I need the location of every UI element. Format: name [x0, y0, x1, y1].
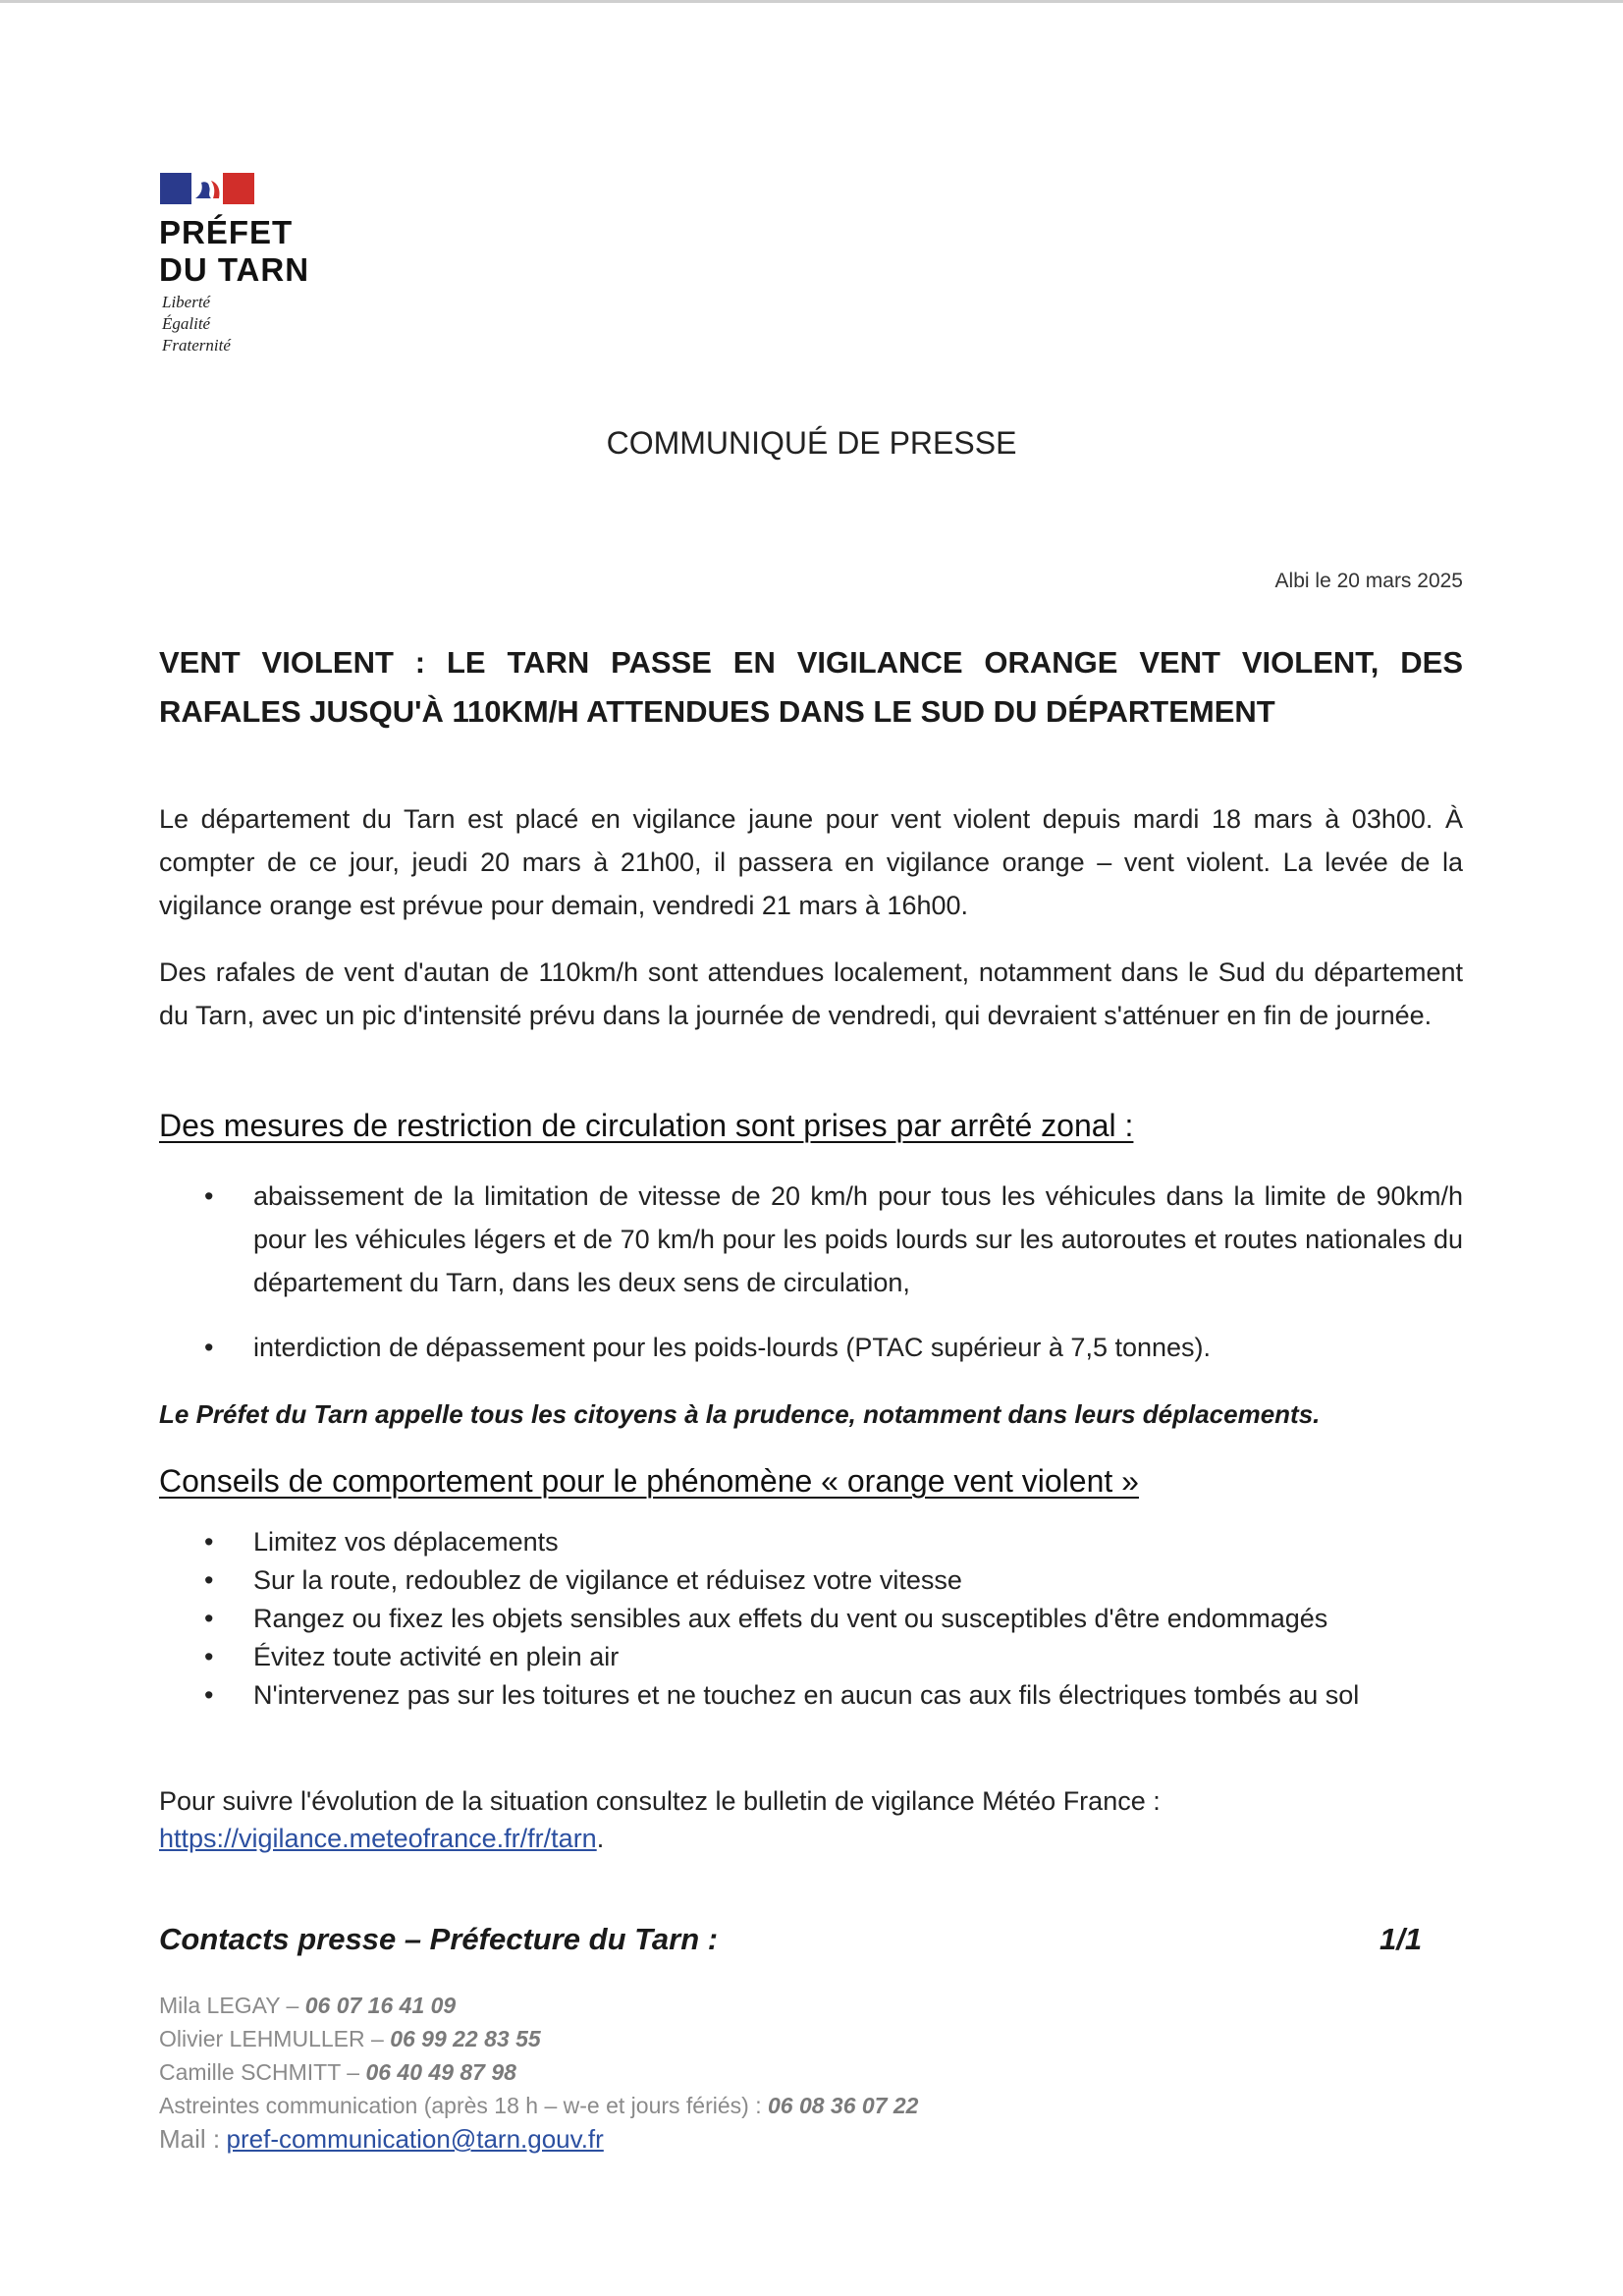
prefect-appeal: Le Préfet du Tarn appelle tous les citoyens à la prudence, notamment dans leurs déplacements.: [159, 1399, 1321, 1429]
contact-row: [159, 2089, 918, 2122]
contact-separator: –: [280, 1993, 305, 2018]
bullet-icon: •: [204, 1680, 214, 1710]
restriction-text: interdiction de dépassement pour les poids-lourds (PTAC supérieur à 7,5 tonnes).: [253, 1333, 1212, 1362]
advice-text: Rangez ou fixez les objets sensibles aux effets du vent ou susceptibles d'être endommagés: [253, 1604, 1328, 1633]
marianne-profile-icon: [191, 173, 223, 204]
advice-text: N'intervenez pas sur les toitures et ne touchez en aucun cas aux fils électriques tombés au sol: [253, 1680, 1360, 1710]
list-item: [159, 1600, 1463, 1638]
contact-phone: 06 40 49 87 98: [365, 2059, 516, 2085]
contact-phone: 06 07 16 41 09: [304, 1993, 457, 2018]
paragraph-rafales: Des rafales de vent d'autan de 110km/h sont attendues localement, notamment dans le Sud du département du Tarn, avec un pic d'intensité prévu dans la journée de vendredi, qui devraient s'atténuer en fin de journée.: [159, 957, 1463, 1030]
document-type-title: COMMUNIQUÉ DE PRESSE: [606, 425, 1017, 461]
republic-motto: [162, 292, 231, 356]
bullet-icon: •: [204, 1604, 214, 1633]
bullet-icon: •: [204, 1333, 214, 1362]
contact-name: Olivier LEHMULLER: [159, 2026, 365, 2051]
bullet-icon: •: [204, 1565, 214, 1595]
link-period: .: [596, 1824, 605, 1853]
follow-text: Pour suivre l'évolution de la situation consultez le bulletin de vigilance Météo France :: [159, 1786, 1161, 1816]
list-item: [159, 1523, 1463, 1561]
contact-name: Mila LEGAY: [159, 1993, 281, 2018]
contact-name: Camille SCHMITT: [159, 2059, 341, 2085]
document-date: Albi le 20 mars 2025: [1274, 570, 1463, 592]
contact-phone: 06 99 22 83 55: [390, 2026, 541, 2051]
page-number: 1/1: [1380, 1922, 1423, 1956]
motto-liberte: Liberté: [162, 293, 211, 311]
authority-line-1: PRÉFET: [159, 214, 294, 250]
contact-phone: 06 08 36 07 22: [767, 2093, 919, 2118]
authority-line-2: DU TARN: [159, 251, 310, 288]
list-item: [159, 1326, 1463, 1369]
contact-name: Astreintes communication (après 18 h – w-e et jours fériés) :: [159, 2093, 762, 2118]
authority-name: [159, 214, 309, 289]
advice-list: [159, 1523, 1463, 1715]
list-item: [159, 1638, 1463, 1676]
restrictions-heading: Des mesures de restriction de circulation sont prises par arrêté zonal :: [159, 1108, 1134, 1143]
advice-text: Évitez toute activité en plein air: [253, 1642, 620, 1671]
contact-email-link[interactable]: pref-communication@tarn.gouv.fr: [226, 2124, 604, 2154]
motto-egalite: Égalité: [162, 314, 211, 333]
contact-row: [159, 2022, 918, 2055]
meteofrance-link[interactable]: https://vigilance.meteofrance.fr/fr/tarn: [159, 1824, 597, 1853]
motto-fraternite: Fraternité: [162, 336, 231, 355]
list-item: [159, 1676, 1463, 1715]
advice-text: Sur la route, redoublez de vigilance et réduisez votre vitesse: [253, 1565, 962, 1595]
list-item: [159, 1561, 1463, 1600]
contact-separator: –: [364, 2026, 391, 2051]
mail-label: Mail :: [159, 2124, 221, 2154]
flag-blue-block: [160, 173, 191, 204]
contact-row: [159, 1989, 918, 2022]
contact-row: [159, 2122, 918, 2157]
list-item: [159, 1175, 1463, 1304]
advice-text: Limitez vos déplacements: [253, 1527, 559, 1557]
press-contacts-list: [159, 1989, 918, 2157]
contact-separator: –: [340, 2059, 366, 2085]
contact-row: [159, 2055, 918, 2089]
advice-heading: Conseils de comportement pour le phénomène « orange vent violent »: [159, 1463, 1139, 1499]
restriction-text: abaissement de la limitation de vitesse de 20 km/h pour tous les véhicules dans la limite de 90km/h pour les véhicules légers et de 70 km/h pour les poids lourds sur les autoroutes et routes nationales du département du Tarn, dans les deux sens de circulation,: [253, 1181, 1463, 1297]
restrictions-list: [159, 1175, 1463, 1391]
bullet-icon: •: [204, 1642, 214, 1671]
paragraph-vigilance: Le département du Tarn est placé en vigilance jaune pour vent violent depuis mardi 18 mars à 03h00. À compter de ce jour, jeudi 20 mars à 21h00, il passera en vigilance orange – vent violent. La levée de la vigilance orange est prévue pour demain, vendredi 21 mars à 16h00.: [159, 804, 1463, 920]
bullet-icon: •: [204, 1181, 214, 1211]
flag-red-block: [223, 173, 254, 204]
press-contacts-title: Contacts presse – Préfecture du Tarn :: [159, 1922, 719, 1956]
follow-paragraph: [159, 1782, 1463, 1857]
bullet-icon: •: [204, 1527, 214, 1557]
marianne-logo: [160, 173, 254, 204]
press-release-headline: VENT VIOLENT : LE TARN PASSE EN VIGILANCE ORANGE VENT VIOLENT, DES RAFALES JUSQU'À 110KM/H ATTENDUES DANS LE SUD DU DÉPARTEMENT: [159, 645, 1463, 729]
scan-top-edge: [0, 0, 1623, 3]
